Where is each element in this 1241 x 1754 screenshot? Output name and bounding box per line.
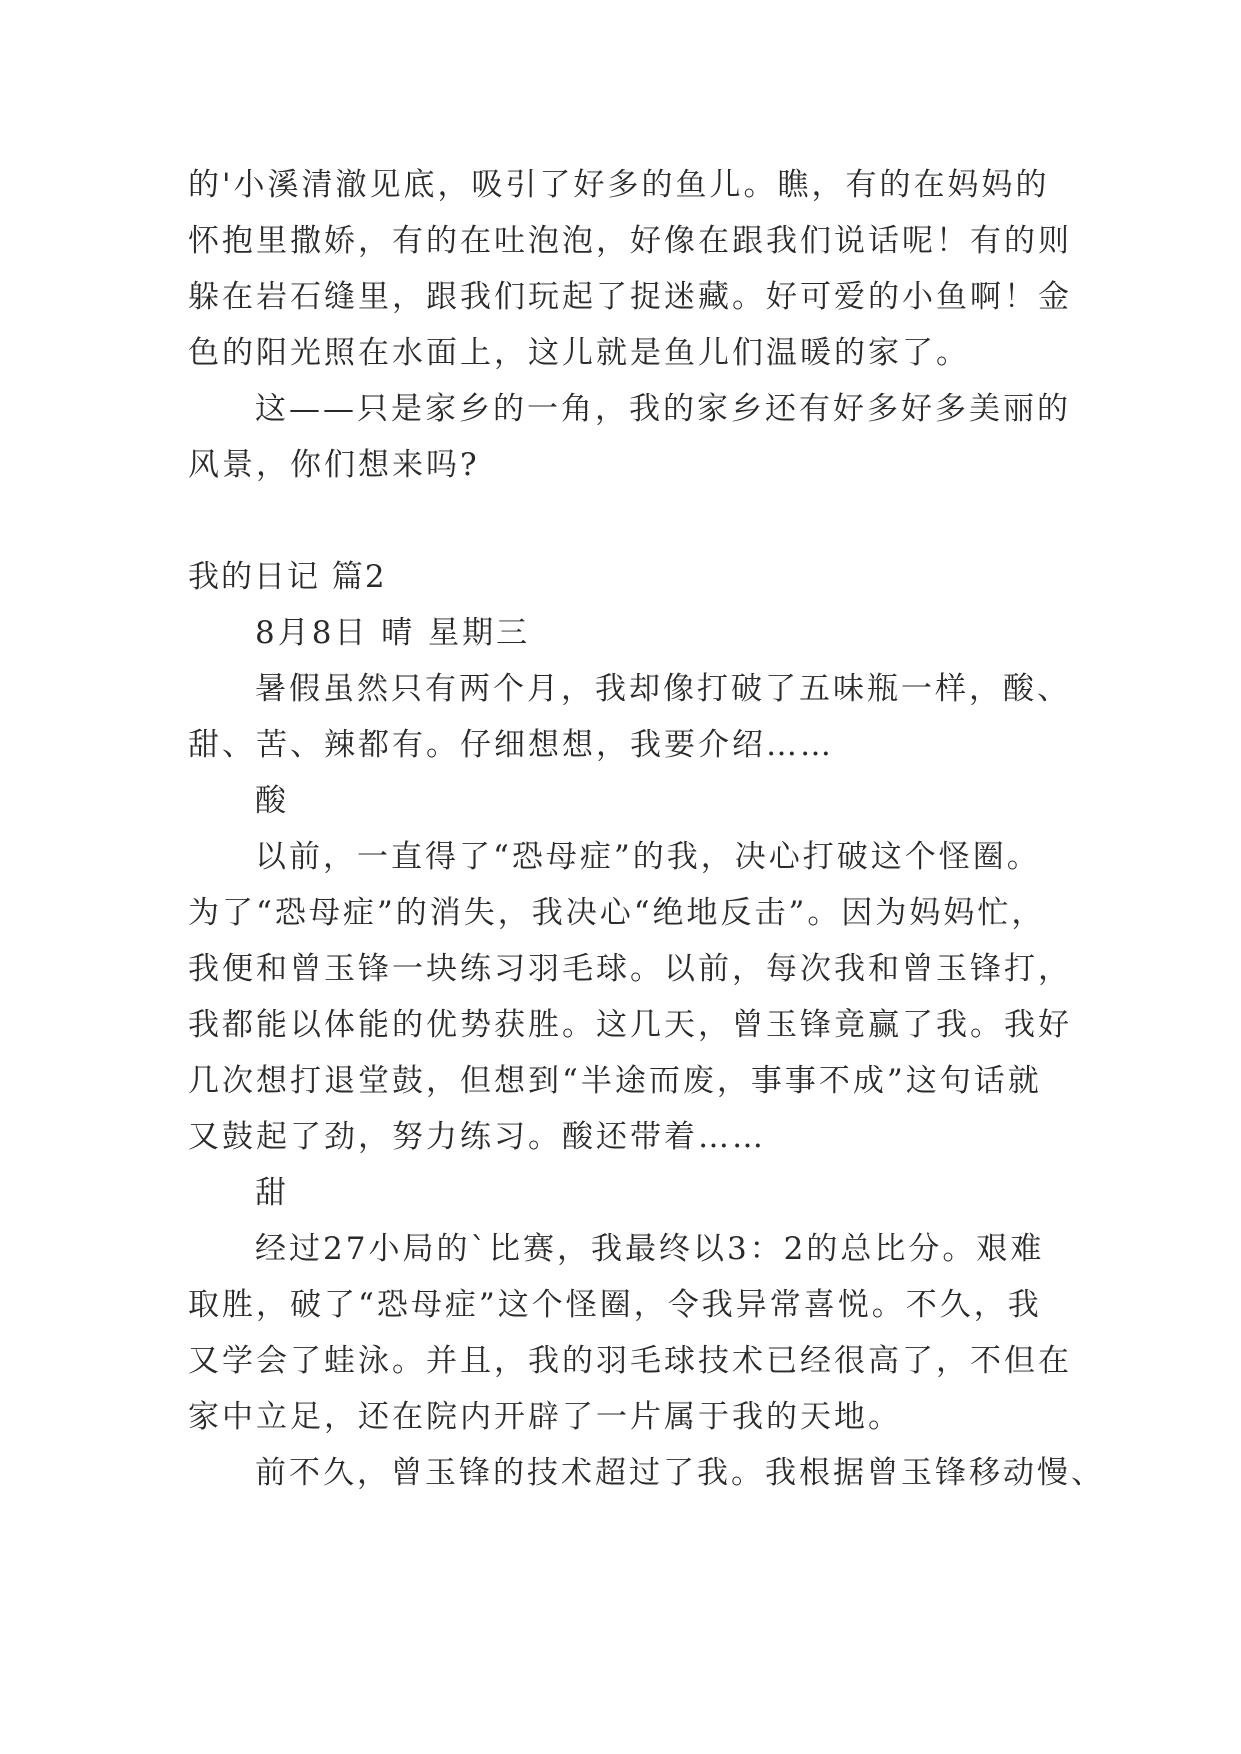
paragraph-line: 的'小溪清澈见底，吸引了好多的鱼儿。瞧，有的在妈妈的 bbox=[188, 167, 1050, 203]
paragraph-line: 这——只是家乡的一角，我的家乡还有好多好多美丽的 bbox=[255, 391, 1071, 427]
paragraph-line: 我便和曾玉锋一块练习羽毛球。以前，每次我和曾玉锋打， bbox=[188, 951, 1072, 987]
paragraph-line: 家中立足，还在院内开辟了一片属于我的天地。 bbox=[188, 1399, 902, 1435]
paragraph-line: 几次想打退堂鼓，但想到“半途而废，事事不成”这句话就 bbox=[188, 1063, 1042, 1099]
paragraph-line: 前不久，曾玉锋的技术超过了我。我根据曾玉锋移动慢、 bbox=[255, 1455, 1105, 1491]
paragraph-line: 我都能以体能的优势获胜。这几天，曾玉锋竟赢了我。我好 bbox=[188, 1007, 1072, 1043]
paragraph-line: 为了“恐母症”的消失，我决心“绝地反击”。因为妈妈忙， bbox=[188, 895, 1046, 931]
paragraph-line: 甜、苦、辣都有。仔细想想，我要介绍…… bbox=[188, 727, 834, 763]
paragraph-line: 经过27小局的`比赛，我最终以3：2的总比分。艰难 bbox=[255, 1231, 1045, 1267]
paragraph-line: 取胜，破了“恐母症”这个怪圈，令我异常喜悦。不久，我 bbox=[188, 1287, 1042, 1323]
paragraph-line: 躲在岩石缝里，跟我们玩起了捉迷藏。好可爱的小鱼啊！金 bbox=[188, 279, 1072, 315]
paragraph-line: 怀抱里撒娇，有的在吐泡泡，好像在跟我们说话呢！有的则 bbox=[188, 223, 1072, 259]
paragraph-line: 又学会了蛙泳。并且，我的羽毛球技术已经很高了，不但在 bbox=[188, 1343, 1072, 1379]
date-line: 8月8日 晴 星期三 bbox=[255, 615, 531, 651]
paragraph-line: 风景，你们想来吗? bbox=[188, 447, 480, 483]
subheading-sour: 酸 bbox=[255, 783, 289, 819]
paragraph-line: 色的阳光照在水面上，这儿就是鱼儿们温暖的家了。 bbox=[188, 335, 970, 371]
subheading-sweet: 甜 bbox=[255, 1175, 289, 1211]
section-title: 我的日记 篇2 bbox=[188, 559, 387, 595]
paragraph-line: 以前，一直得了“恐母症”的我，决心打破这个怪圈。 bbox=[255, 839, 1041, 875]
paragraph-line: 暑假虽然只有两个月，我却像打破了五味瓶一样，酸、 bbox=[255, 671, 1071, 707]
paragraph-line: 又鼓起了劲，努力练习。酸还带着…… bbox=[188, 1119, 766, 1155]
